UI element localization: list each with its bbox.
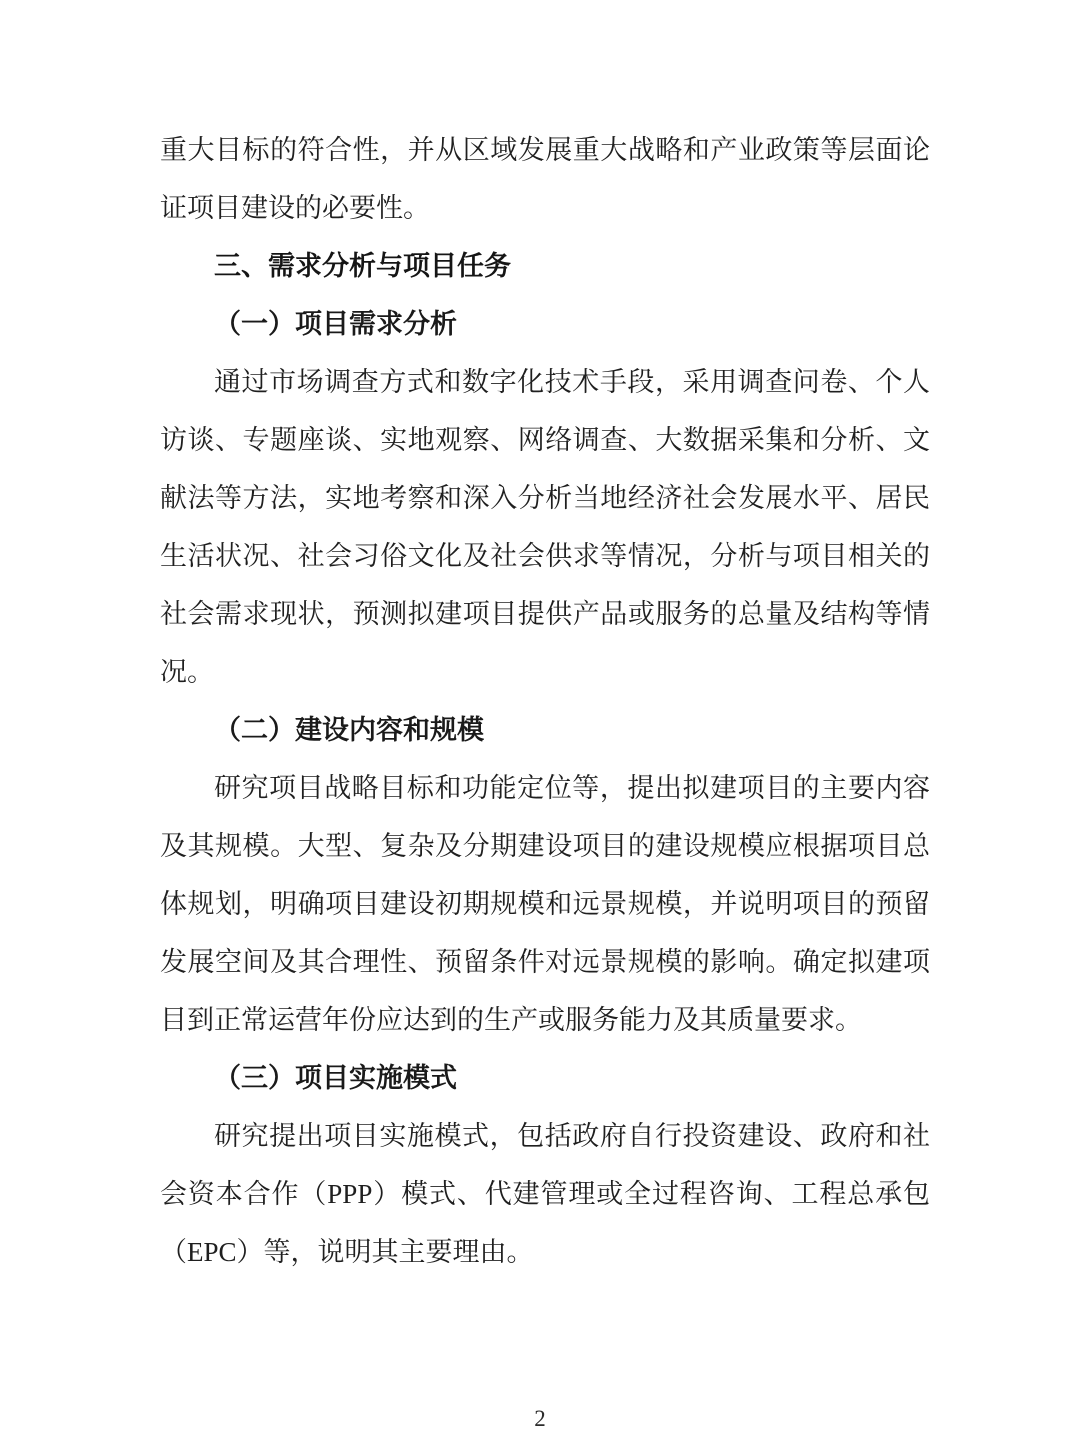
text-line: 会资本合作（PPP）模式、代建管理或全过程咨询、工程总承包 (160, 1179, 930, 1209)
paragraph (160, 121, 930, 237)
subheading (160, 295, 930, 353)
text-line: 体规划，明确项目建设初期规模和远景规模，并说明项目的预留 (160, 889, 930, 919)
text-line: （EPC）等，说明其主要理由。 (160, 1237, 534, 1267)
text-line: 况。 (160, 657, 214, 687)
heading (160, 237, 930, 295)
subheading (160, 1049, 930, 1107)
text-line: 访谈、专题座谈、实地观察、网络调查、大数据采集和分析、文 (160, 425, 930, 455)
text-line: 通过市场调查方式和数字化技术手段，采用调查问卷、个人 (214, 367, 930, 397)
text-line: （三）项目实施模式 (214, 1063, 457, 1093)
text-line: 三、需求分析与项目任务 (214, 251, 511, 281)
paragraph (160, 759, 930, 1049)
subheading (160, 701, 930, 759)
text-line: （二）建设内容和规模 (214, 715, 484, 745)
text-line: 发展空间及其合理性、预留条件对远景规模的影响。确定拟建项 (160, 947, 930, 977)
page-number: 2 (534, 1406, 546, 1431)
text-line: 研究提出项目实施模式，包括政府自行投资建设、政府和社 (214, 1121, 930, 1151)
text-line: 社会需求现状，预测拟建项目提供产品或服务的总量及结构等情 (160, 599, 930, 629)
text-line: （一）项目需求分析 (214, 309, 457, 339)
text-line: 生活状况、社会习俗文化及社会供求等情况，分析与项目相关的 (160, 541, 930, 571)
paragraph (160, 353, 930, 701)
text-line: 研究项目战略目标和功能定位等，提出拟建项目的主要内容 (214, 773, 930, 803)
text-line: 及其规模。大型、复杂及分期建设项目的建设规模应根据项目总 (160, 831, 930, 861)
text-line: 重大目标的符合性，并从区域发展重大战略和产业政策等层面论 (160, 135, 930, 165)
page-footer (0, 1406, 1080, 1432)
paragraph (160, 1107, 930, 1281)
document-body (160, 121, 930, 1281)
text-line: 证项目建设的必要性。 (160, 193, 430, 223)
text-line: 献法等方法，实地考察和深入分析当地经济社会发展水平、居民 (160, 483, 930, 513)
text-line: 目到正常运营年份应达到的生产或服务能力及其质量要求。 (160, 1005, 862, 1035)
